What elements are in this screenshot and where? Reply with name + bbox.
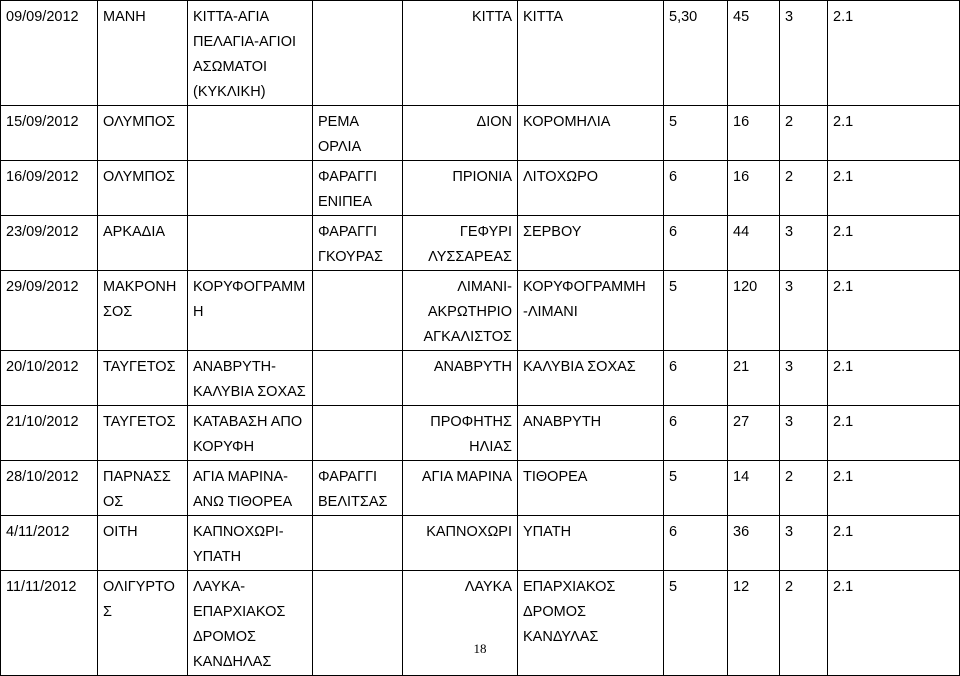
grade-cell: 2.1 <box>828 406 960 461</box>
distance-cell: 36 <box>728 516 780 571</box>
distance-cell: 12 <box>728 571 780 676</box>
table-row <box>1 271 960 351</box>
end-point-cell: ΚΑΛΥΒΙΑ ΣΟΧΑΣ <box>518 351 664 406</box>
hours-cell: 6 <box>664 351 728 406</box>
table-row <box>1 406 960 461</box>
distance-cell: 44 <box>728 216 780 271</box>
level-cell: 3 <box>780 351 828 406</box>
start-point-cell: ΓΕΦΥΡΙ ΛΥΣΣΑΡΕΑΣ <box>403 216 518 271</box>
grade-cell: 2.1 <box>828 1 960 106</box>
hours-cell: 5 <box>664 106 728 161</box>
type-cell <box>313 351 403 406</box>
distance-cell: 45 <box>728 1 780 106</box>
route-cell <box>188 216 313 271</box>
level-cell: 2 <box>780 161 828 216</box>
type-cell <box>313 271 403 351</box>
table-row <box>1 351 960 406</box>
hours-cell: 6 <box>664 216 728 271</box>
level-cell: 3 <box>780 1 828 106</box>
start-point-cell: ΛΑΥΚΑ <box>403 571 518 676</box>
end-point-cell: ΛΙΤΟΧΩΡΟ <box>518 161 664 216</box>
route-cell: ΚΑΠΝΟΧΩΡΙ- ΥΠΑΤΗ <box>188 516 313 571</box>
table-row <box>1 1 960 106</box>
end-point-cell: ΚΟΡΟΜΗΛΙΑ <box>518 106 664 161</box>
table-row <box>1 216 960 271</box>
grade-cell: 2.1 <box>828 516 960 571</box>
date-cell: 11/11/2012 <box>1 571 98 676</box>
start-point-cell: ΚΑΠΝΟΧΩΡΙ <box>403 516 518 571</box>
table-row <box>1 571 960 676</box>
level-cell: 2 <box>780 571 828 676</box>
date-cell: 09/09/2012 <box>1 1 98 106</box>
date-cell: 15/09/2012 <box>1 106 98 161</box>
route-cell: ΛΑΥΚΑ- ΕΠΑΡΧΙΑΚΟΣ ΔΡΟΜΟΣ ΚΑΝΔΗΛΑΣ <box>188 571 313 676</box>
date-cell: 4/11/2012 <box>1 516 98 571</box>
date-cell: 16/09/2012 <box>1 161 98 216</box>
level-cell: 3 <box>780 406 828 461</box>
date-cell: 23/09/2012 <box>1 216 98 271</box>
end-point-cell: ΚΟΡΥΦΟΓΡΑΜΜΗ -ΛΙΜΑΝΙ <box>518 271 664 351</box>
hours-cell: 5 <box>664 571 728 676</box>
end-point-cell: ΤΙΘΟΡΕΑ <box>518 461 664 516</box>
mountain-cell: ΠΑΡΝΑΣΣ ΟΣ <box>98 461 188 516</box>
grade-cell: 2.1 <box>828 351 960 406</box>
start-point-cell: ΑΝΑΒΡΥΤΗ <box>403 351 518 406</box>
type-cell: ΦΑΡΑΓΓΙ ΓΚΟΥΡΑΣ <box>313 216 403 271</box>
hours-cell: 5 <box>664 271 728 351</box>
end-point-cell: ΕΠΑΡΧΙΑΚΟΣ ΔΡΟΜΟΣ ΚΑΝΔΥΛΑΣ <box>518 571 664 676</box>
route-cell <box>188 161 313 216</box>
route-cell <box>188 106 313 161</box>
mountain-cell: ΤΑΥΓΕΤΟΣ <box>98 406 188 461</box>
hours-cell: 6 <box>664 406 728 461</box>
hours-cell: 5 <box>664 461 728 516</box>
grade-cell: 2.1 <box>828 571 960 676</box>
mountain-cell: ΟΛΥΜΠΟΣ <box>98 106 188 161</box>
distance-cell: 16 <box>728 161 780 216</box>
end-point-cell: ΚΙΤΤΑ <box>518 1 664 106</box>
level-cell: 3 <box>780 216 828 271</box>
route-cell: ΚΙΤΤΑ-ΑΓΙΑ ΠΕΛΑΓΙΑ-ΑΓΙΟΙ ΑΣΩΜΑΤΟΙ (ΚΥΚΛΙΚΗ) <box>188 1 313 106</box>
mountain-cell: ΤΑΥΓΕΤΟΣ <box>98 351 188 406</box>
date-cell: 29/09/2012 <box>1 271 98 351</box>
table-row <box>1 461 960 516</box>
mountain-cell: ΜΑΚΡΟΝΗ ΣΟΣ <box>98 271 188 351</box>
hours-cell: 6 <box>664 161 728 216</box>
type-cell <box>313 406 403 461</box>
level-cell: 2 <box>780 106 828 161</box>
type-cell <box>313 1 403 106</box>
distance-cell: 14 <box>728 461 780 516</box>
end-point-cell: ΑΝΑΒΡΥΤΗ <box>518 406 664 461</box>
start-point-cell: ΛΙΜΑΝΙ- ΑΚΡΩΤΗΡΙΟ ΑΓΚΑΛΙΣΤΟΣ <box>403 271 518 351</box>
mountain-cell: ΜΑΝΗ <box>98 1 188 106</box>
grade-cell: 2.1 <box>828 106 960 161</box>
start-point-cell: ΚΙΤΤΑ <box>403 1 518 106</box>
date-cell: 21/10/2012 <box>1 406 98 461</box>
hours-cell: 6 <box>664 516 728 571</box>
mountain-cell: ΟΛΥΜΠΟΣ <box>98 161 188 216</box>
level-cell: 3 <box>780 516 828 571</box>
type-cell: ΦΑΡΑΓΓΙ ΒΕΛΙΤΣΑΣ <box>313 461 403 516</box>
end-point-cell: ΥΠΑΤΗ <box>518 516 664 571</box>
distance-cell: 16 <box>728 106 780 161</box>
type-cell: ΦΑΡΑΓΓΙ ΕΝΙΠΕΑ <box>313 161 403 216</box>
type-cell <box>313 571 403 676</box>
start-point-cell: ΑΓΙΑ ΜΑΡΙΝΑ <box>403 461 518 516</box>
grade-cell: 2.1 <box>828 216 960 271</box>
route-cell: ΚΑΤΑΒΑΣΗ ΑΠΟ ΚΟΡΥΦΗ <box>188 406 313 461</box>
page-number: 18 <box>473 641 487 656</box>
route-cell: ΑΝΑΒΡΥΤΗ- ΚΑΛΥΒΙΑ ΣΟΧΑΣ <box>188 351 313 406</box>
table-row <box>1 516 960 571</box>
mountain-cell: ΑΡΚΑΔΙΑ <box>98 216 188 271</box>
distance-cell: 27 <box>728 406 780 461</box>
grade-cell: 2.1 <box>828 271 960 351</box>
distance-cell: 21 <box>728 351 780 406</box>
grade-cell: 2.1 <box>828 161 960 216</box>
mountain-cell: ΟΙΤΗ <box>98 516 188 571</box>
date-cell: 20/10/2012 <box>1 351 98 406</box>
hours-cell: 5,30 <box>664 1 728 106</box>
mountain-cell: ΟΛΙΓΥΡΤΟ Σ <box>98 571 188 676</box>
route-cell: ΚΟΡΥΦΟΓΡΑΜΜ Η <box>188 271 313 351</box>
table-row <box>1 161 960 216</box>
start-point-cell: ΠΡΟΦΗΤΗΣ ΗΛΙΑΣ <box>403 406 518 461</box>
end-point-cell: ΣΕΡΒΟΥ <box>518 216 664 271</box>
level-cell: 3 <box>780 271 828 351</box>
table-row <box>1 106 960 161</box>
date-cell: 28/10/2012 <box>1 461 98 516</box>
grade-cell: 2.1 <box>828 461 960 516</box>
distance-cell: 120 <box>728 271 780 351</box>
start-point-cell: ΔΙΟΝ <box>403 106 518 161</box>
type-cell: ΡΕΜΑ ΟΡΛΙΑ <box>313 106 403 161</box>
level-cell: 2 <box>780 461 828 516</box>
type-cell <box>313 516 403 571</box>
route-cell: ΑΓΙΑ ΜΑΡΙΝΑ- ΑΝΩ ΤΙΘΟΡΕΑ <box>188 461 313 516</box>
start-point-cell: ΠΡΙΟΝΙΑ <box>403 161 518 216</box>
